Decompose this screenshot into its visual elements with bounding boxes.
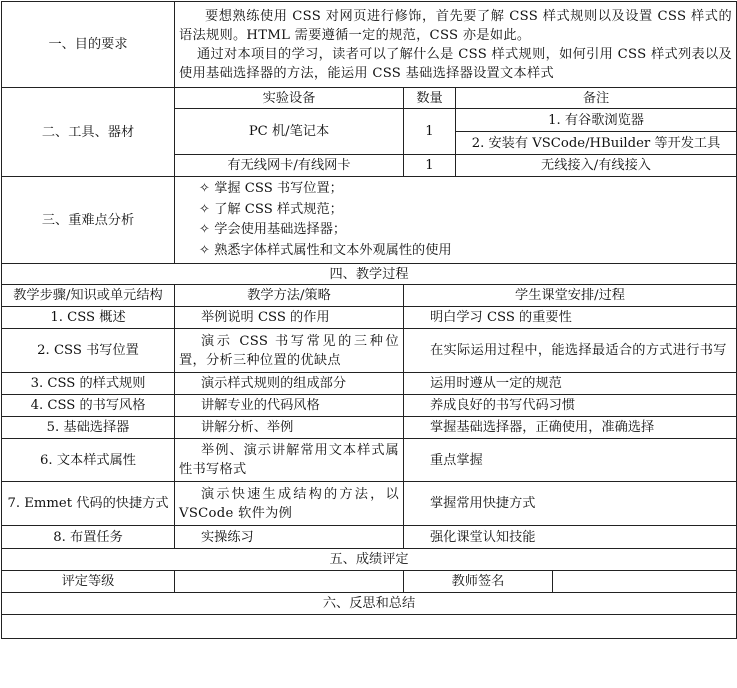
process-row — [2, 307, 737, 329]
process-row — [2, 417, 737, 439]
process-method: 讲解分析、举例 — [175, 417, 404, 439]
teacher-signature-label: 教师签名 — [404, 571, 553, 593]
process-student: 强化课堂认知技能 — [404, 526, 737, 549]
section-key-points — [2, 177, 737, 264]
teacher-signature-field[interactable] — [553, 571, 737, 593]
process-method: 实操练习 — [175, 526, 404, 549]
section-objectives — [2, 2, 737, 88]
process-student: 运用时遵从一定的规范 — [404, 373, 737, 395]
process-student: 养成良好的书写代码习惯 — [404, 395, 737, 417]
process-step: 3. CSS 的样式规则 — [2, 373, 175, 395]
process-method: 讲解专业的代码风格 — [175, 395, 404, 417]
process-row — [2, 482, 737, 526]
section-reflection-title-row — [2, 593, 737, 615]
process-step: 8. 布置任务 — [2, 526, 175, 549]
section-process-title-row — [2, 264, 737, 285]
equipment-header-notes: 备注 — [456, 88, 737, 109]
process-row — [2, 395, 737, 417]
process-student: 在实际运用过程中，能选择最适合的方式进行书写 — [404, 329, 737, 373]
equipment-header-qty: 数量 — [404, 88, 456, 109]
process-method: 举例说明 CSS 的作用 — [175, 307, 404, 329]
process-student: 重点掌握 — [404, 439, 737, 482]
process-row — [2, 329, 737, 373]
process-step: 1. CSS 概述 — [2, 307, 175, 329]
grade-value-field[interactable] — [175, 571, 404, 593]
process-step: 5. 基础选择器 — [2, 417, 175, 439]
equipment-header-row — [2, 88, 737, 109]
equipment-note: 无线接入/有线接入 — [456, 155, 737, 177]
grade-label: 评定等级 — [2, 571, 175, 593]
objectives-paragraph-1: 要想熟练使用 CSS 对网页进行修饰，首先要了解 CSS 样式规则以及设置 CSS 样式的语法规则。HTML 需要遵循一定的规范，CSS 亦是如此。 — [179, 8, 733, 43]
section-title-objectives: 一、目的要求 — [2, 2, 175, 88]
process-step: 4. CSS 的书写风格 — [2, 395, 175, 417]
reflection-row — [2, 615, 737, 639]
equipment-device: PC 机/笔记本 — [175, 109, 404, 155]
key-point-item: ✧ 了解 CSS 样式规范； — [199, 201, 343, 217]
process-header-student: 学生课堂安排/过程 — [404, 285, 737, 307]
reflection-content-field[interactable] — [2, 615, 737, 639]
equipment-note: 1. 有谷歌浏览器 — [456, 109, 737, 132]
equipment-qty: 1 — [404, 109, 456, 155]
process-step: 7. Emmet 代码的快捷方式 — [2, 482, 175, 526]
process-student: 掌握常用快捷方式 — [404, 482, 737, 526]
process-row — [2, 373, 737, 395]
process-header-method: 教学方法/策略 — [175, 285, 404, 307]
section-title-key-points: 三、重难点分析 — [2, 177, 175, 264]
objectives-content — [175, 2, 737, 88]
process-method: 举例、演示讲解常用文本样式属性书写格式 — [175, 439, 404, 482]
equipment-note: 2. 安装有 VSCode/HBuilder 等开发工具 — [456, 132, 737, 155]
process-header-row — [2, 285, 737, 307]
process-student: 明白学习 CSS 的重要性 — [404, 307, 737, 329]
process-method: 演示样式规则的组成部分 — [175, 373, 404, 395]
equipment-header-device: 实验设备 — [175, 88, 404, 109]
objectives-paragraph-2: 通过对本项目的学习，读者可以了解什么是 CSS 样式规则，如何引用 CSS 样式列表以及使用基础选择器的方法，能运用 CSS 基础选择器设置文本样式 — [179, 46, 733, 81]
equipment-device: 有无线网卡/有线网卡 — [175, 155, 404, 177]
process-row — [2, 439, 737, 482]
process-step: 6. 文本样式属性 — [2, 439, 175, 482]
process-student: 掌握基础选择器，正确使用，准确选择 — [404, 417, 737, 439]
process-method: 演示快速生成结构的方法，以 VSCode 软件为例 — [175, 482, 404, 526]
process-method: 演示 CSS 书写常见的三种位置，分析三种位置的优缺点 — [175, 329, 404, 373]
key-point-item: ✧ 学会使用基础选择器； — [199, 222, 347, 237]
equipment-qty: 1 — [404, 155, 456, 177]
lesson-plan-table — [1, 1, 737, 639]
key-points-list — [175, 177, 737, 264]
process-row — [2, 526, 737, 549]
section-title-equipment: 二、工具、器材 — [2, 88, 175, 177]
section-title-process: 四、教学过程 — [2, 264, 737, 285]
key-point-item: ✧ 掌握 CSS 书写位置； — [199, 181, 343, 196]
section-title-grading: 五、成绩评定 — [2, 549, 737, 571]
process-header-step: 教学步骤/知识或单元结构 — [2, 285, 175, 307]
process-step: 2. CSS 书写位置 — [2, 329, 175, 373]
key-point-item: ✧ 熟悉字体样式属性和文本外观属性的使用 — [199, 242, 452, 258]
grading-row — [2, 571, 737, 593]
section-title-reflection: 六、反思和总结 — [2, 593, 737, 615]
section-grading-title-row — [2, 549, 737, 571]
